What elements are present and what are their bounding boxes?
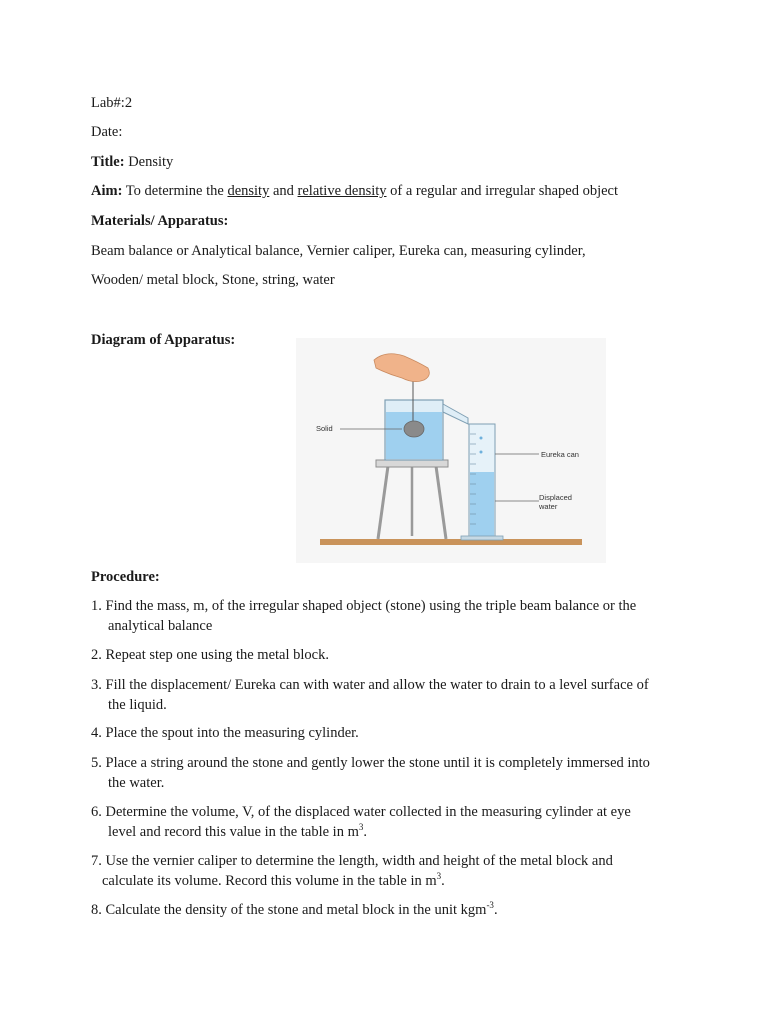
procedure-step-7 <box>91 851 691 891</box>
step-text-end: . <box>363 824 367 840</box>
procedure-step-8 <box>91 900 691 920</box>
aim-text-2: and <box>272 183 294 199</box>
step-text-body: level and record this value in the table in m <box>108 824 359 840</box>
step-text <box>91 900 691 920</box>
title-line <box>91 153 173 171</box>
unit-exponent: -3 <box>486 900 494 911</box>
procedure-heading: Procedure: <box>91 569 160 585</box>
step-text-body: 8. Calculate the density of the stone and metal block in the unit kgm <box>91 902 487 918</box>
materials-line-1: Beam balance or Analytical balance, Vernier caliper, Eureka can, measuring cylinder, <box>91 243 586 259</box>
step-text-body: calculate its volume. Record this volume in the table in m <box>102 873 437 889</box>
materials-heading: Materials/ Apparatus: <box>91 213 229 229</box>
unit-exponent: 3 <box>358 822 364 833</box>
aim-label: Aim: <box>91 183 123 199</box>
step-text: 6. Determine the volume, V, of the displaced water collected in the measuring cylinder at eye <box>91 804 631 820</box>
diagram-heading: Diagram of Apparatus: <box>91 332 236 348</box>
aim-term-relative-density: relative density <box>297 183 387 199</box>
procedure-step-4 <box>91 723 691 743</box>
materials-line-2: Wooden/ metal block, Stone, string, water <box>91 272 335 288</box>
step-text-end: . <box>441 873 445 889</box>
procedure-step-5 <box>91 753 691 793</box>
step-text: 1. Find the mass, m, of the irregular shaped object (stone) using the triple beam balance or the <box>91 598 637 614</box>
aim-term-density: density <box>227 183 270 199</box>
step-text: 5. Place a string around the stone and gently lower the stone until it is completely immersed into <box>91 755 650 771</box>
lab-number: Lab#:2 <box>91 95 133 111</box>
wooden-bench <box>320 539 582 545</box>
step-text-cont: the liquid. <box>108 697 167 713</box>
procedure-step-2 <box>91 645 691 665</box>
apparatus-diagram <box>296 338 606 563</box>
step-text: 7. Use the vernier caliper to determine the length, width and height of the metal block and <box>91 853 613 869</box>
aim-line <box>91 182 618 200</box>
step-text-cont <box>91 822 691 842</box>
step-text-cont <box>91 871 691 891</box>
procedure-step-1 <box>91 596 691 636</box>
aim-text-1: To determine the <box>125 183 224 199</box>
title-label: Title: <box>91 154 125 170</box>
step-text-end: . <box>493 902 498 918</box>
stone <box>404 421 424 437</box>
date-label: Date: <box>91 124 123 140</box>
procedure-step-6 <box>91 802 691 842</box>
step-text-cont: analytical balance <box>108 618 213 634</box>
unit-exponent: 3 <box>436 871 442 882</box>
step-text: 3. Fill the displacement/ Eureka can with water and allow the water to drain to a level surface of <box>91 677 649 693</box>
label-water: water <box>539 502 558 511</box>
label-displaced: Displaced <box>539 493 572 502</box>
procedure-step-3 <box>91 675 691 715</box>
label-eureka-can: Eureka can <box>541 450 579 459</box>
title-value: Density <box>128 154 174 170</box>
step-text-cont: the water. <box>108 775 165 791</box>
aim-text-3: of a regular and irregular shaped object <box>390 183 619 199</box>
label-solid: Solid <box>316 424 333 433</box>
step-text: 4. Place the spout into the measuring cylinder. <box>91 725 359 741</box>
step-text: 2. Repeat step one using the metal block. <box>91 647 329 663</box>
